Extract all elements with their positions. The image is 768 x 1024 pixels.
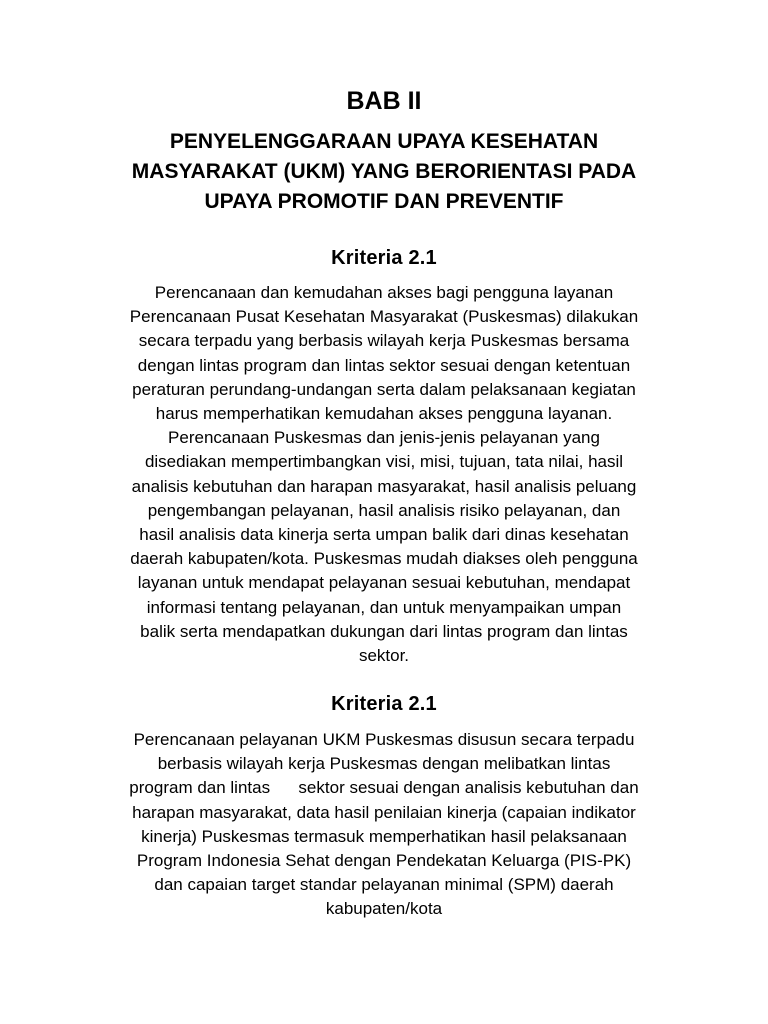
paragraph-line: harus memperhatikan kemudahan akses pengguna layanan.: [155, 404, 613, 424]
paragraph-line: peraturan perundang-undangan serta dalam pelaksanaan kegiatan: [132, 379, 636, 399]
chapter-title: [0, 127, 768, 217]
paragraph-line: dan capaian target standar pelayanan minimal (SPM) daerah: [154, 875, 614, 895]
paragraph-line: pengembangan pelayanan, hasil analisis risiko pelayanan, dan: [147, 500, 621, 520]
section-heading: Kriteria 2.1: [331, 693, 437, 715]
section-heading: Kriteria 2.1: [331, 247, 437, 269]
paragraph-line: disediakan mempertimbangkan visi, misi, tujuan, tata nilai, hasil: [144, 452, 624, 472]
paragraph-line: balik serta mendapatkan dukungan dari lintas program dan lintas: [140, 621, 628, 641]
chapter-title-line: MASYARAKAT (UKM) YANG BERORIENTASI PADA: [131, 160, 637, 183]
paragraph-line: daerah kabupaten/kota. Puskesmas mudah diakses oleh pengguna: [130, 549, 638, 569]
section-paragraph: [0, 728, 768, 922]
paragraph-line: Perencanaan dan kemudahan akses bagi pengguna layanan: [154, 283, 614, 302]
paragraph-line: berbasis wilayah kerja Puskesmas dengan melibatkan lintas: [157, 754, 611, 774]
chapter-title-line: UPAYA PROMOTIF DAN PREVENTIF: [204, 190, 564, 213]
chapter-heading: BAB II: [346, 87, 422, 115]
paragraph-line: harapan masyarakat, data hasil penilaian kinerja (capaian indikator: [132, 802, 636, 822]
section-paragraph: [0, 281, 768, 668]
paragraph-line: Program Indonesia Sehat dengan Pendekatan Keluarga (PIS-PK): [136, 851, 632, 871]
paragraph-line: sektor.: [358, 646, 410, 666]
paragraph-line: secara terpadu yang berbasis wilayah kerja Puskesmas bersama: [138, 331, 630, 351]
paragraph-line: layanan untuk mendapat pelayanan sesuai kebutuhan, mendapat: [137, 573, 631, 593]
paragraph-line: hasil analisis data kinerja serta umpan balik dari dinas kesehatan: [139, 525, 629, 545]
paragraph-line: kinerja) Puskesmas termasuk memperhatikan hasil pelaksanaan: [141, 826, 627, 846]
paragraph-line: informasi tentang pelayanan, dan untuk menyampaikan umpan: [146, 597, 622, 617]
paragraph-line: analisis kebutuhan dan harapan masyarakat, hasil analisis peluang: [131, 476, 637, 496]
paragraph-line: Perencanaan pelayanan UKM Puskesmas disusun secara terpadu: [133, 730, 635, 749]
paragraph-line: dengan lintas program dan lintas sektor sesuai dengan ketentuan: [137, 355, 631, 375]
paragraph-line: Perencanaan Puskesmas dan jenis-jenis pelayanan yang: [168, 428, 600, 448]
paragraph-line: Perencanaan Pusat Kesehatan Masyarakat (Puskesmas) dilakukan: [129, 307, 639, 327]
paragraph-line: kabupaten/kota: [325, 899, 443, 919]
chapter-title-line: PENYELENGGARAAN UPAYA KESEHATAN: [169, 130, 599, 153]
paragraph-line: program dan lintas sektor sesuai dengan analisis kebutuhan dan: [129, 778, 639, 798]
